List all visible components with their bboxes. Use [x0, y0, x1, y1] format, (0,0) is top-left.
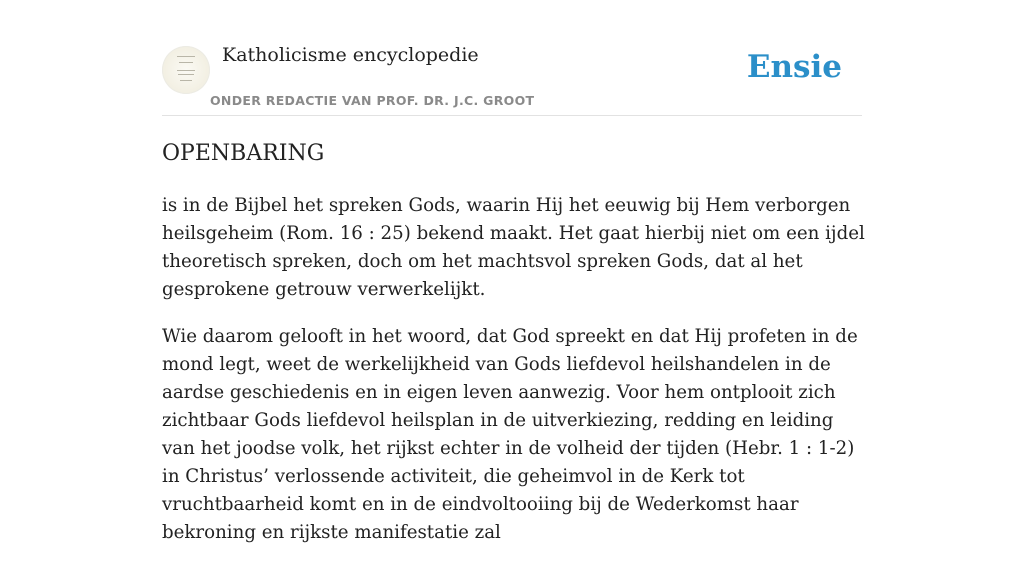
entry-title: OPENBARING	[162, 141, 325, 166]
cover-line	[180, 80, 192, 81]
cover-line	[177, 70, 195, 71]
header	[162, 40, 862, 116]
entry-paragraph: Wie daarom gelooft in het woord, dat God spreekt en dat Hij profeten in de mond legt, weet de werkelijkheid van Gods liefdevol heilshandelen in de aardse geschiedenis en in eigen leven aanwezig. Voor hem ontplooit zich zichtbaar Gods liefdevol heilsplan in de uitverkiezing, redding en leiding van het joodse volk, het rijkst echter in de volheid der tijden (Hebr. 1 : 1-2) in Christus’ verlossende activiteit, die geheimvol in de Kerk tot vruchtbaarheid komt en in de eindvoltooiing bij de Wederkomst haar bekroning en rijkste manifestatie zal	[162, 326, 858, 543]
cover-line	[178, 74, 194, 75]
editor-credit: ONDER REDACTIE VAN PROF. DR. J.C. GROOT	[210, 93, 535, 108]
entry-content	[162, 138, 868, 566]
book-title[interactable]: Katholicisme encyclopedie	[222, 44, 479, 66]
entry-paragraph: is in de Bijbel het spreken Gods, waarin Hij het eeuwig bij Hem verborgen heilsgeheim (Rom. 16 : 25) bekend maakt. Het gaat hierbij niet om een ijdel theoretisch spreken, doch om het machtsvol spreken Gods, dat al het gesprokene getrouw verwerkelijkt.	[162, 195, 865, 300]
cover-line	[179, 62, 193, 63]
ensie-logo-link[interactable]: Ensie	[746, 49, 842, 85]
cover-line	[177, 56, 195, 57]
book-cover-thumbnail[interactable]	[162, 46, 210, 94]
